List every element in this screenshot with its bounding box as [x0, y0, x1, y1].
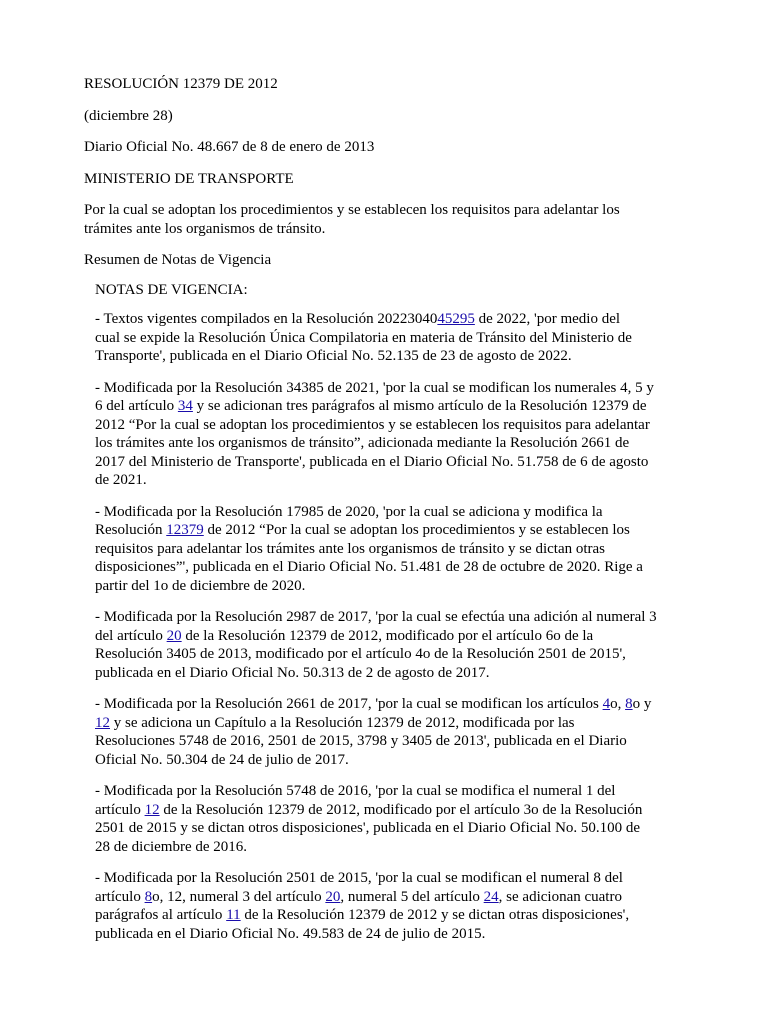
note-item: - Modificada por la Resolución 2987 de 2017, 'por la cual se efectúa una adición al numeral 3 del artículo 20 de la Resolución 12379 de 2012, modificado por el artículo 6o de la Resolución 3405 de 2013, modificado por el artículo 4o de la Resolución 2501 de 2015', publicada en el Diario Oficial No. 50.313 de 2 de agosto de 2017. — [95, 609, 657, 681]
article-link-24[interactable]: 24 — [483, 888, 499, 905]
note-item: - Modificada por la Resolución 2661 de 2017, 'por la cual se modifican los artículos 4o, 8o y 12 y se adiciona un Capítulo a la Resolución 12379 de 2012, modificada por las Resoluciones 5748 de 2016, 2501 de 2015, 3798 y 3405 de 2013', publicada en el Diario Oficial No. 50.304 de 24 de julio de 2017. — [95, 696, 652, 768]
article-link-8[interactable]: 8 — [625, 696, 633, 712]
article-link-20[interactable]: 20 — [166, 627, 182, 644]
resolution-link-45295[interactable]: 45295 — [437, 311, 475, 327]
note-item: - Modificada por la Resolución 17985 de 2020, 'por la cual se adiciona y modifica la Resolución 12379 de 2012 “Por la cual se adoptan los procedimientos y se establecen los requisitos para adelantar los trámites ante los organismos de tránsito y se dictan otras disposiciones”', publicada en el Diario Oficial No. 51.481 de 28 de octubre de 2020. Rige a partir del 1o de diciembre de 2020. — [95, 503, 643, 594]
article-link-12[interactable]: 12 — [144, 801, 160, 818]
article-link-11[interactable]: 11 — [226, 907, 241, 923]
note-item: - Modificada por la Resolución 34385 de 2021, 'por la cual se modifican los numerales 4, 5 y 6 del artículo 34 y se adicionan tres parágrafos al mismo artículo de la Resolución 12379 de 2012 “Por la cual se adoptan los procedimientos y se establecen los requisitos para adelantar los trámites ante los organismos de tránsito”, adicionada mediante la Resolución 2661 de 2017 del Ministerio de Transporte', publicada en el Diario Oficial No. 51.758 de 6 de agosto de 2021. — [95, 379, 654, 488]
article-link-8[interactable]: 8 — [144, 888, 153, 905]
article-link-4[interactable]: 4 — [602, 696, 611, 712]
ministry-name: MINISTERIO DE TRANSPORTE — [84, 170, 294, 187]
article-link-34[interactable]: 34 — [177, 398, 193, 414]
notes-heading: NOTAS DE VIGENCIA: — [95, 281, 248, 298]
vigencia-notes — [84, 270, 678, 944]
resolution-date: (diciembre 28) — [84, 107, 173, 124]
document-body — [84, 75, 678, 943]
resolution-link-12379[interactable]: 12379 — [166, 522, 204, 538]
subject-line: trámites ante los organismos de tránsito. — [84, 220, 326, 237]
note-item: - Modificada por la Resolución 2501 de 2015, 'por la cual se modifican el numeral 8 del artículo 8o, 12, numeral 3 del artículo 20, numeral 5 del artículo 24, se adicionan cuatro parágrafos al artículo 11 de la Resolución 12379 de 2012 y se dictan otras disposiciones', publicada en el Diario Oficial No. 49.583 de 24 de julio de 2015. — [95, 870, 630, 942]
note-item: - Textos vigentes compilados en la Resolución 2022304045295 de 2022, 'por medio del cual se expide la Resolución Única Compilatoria en materia de Tránsito del Ministerio de Transporte', publicada en el Diario Oficial No. 52.135 de 23 de agosto de 2022. — [95, 311, 632, 364]
note-item: - Modificada por la Resolución 5748 de 2016, 'por la cual se modifica el numeral 1 del artículo 12 de la Resolución 12379 de 2012, modificado por el artículo 3o de la Resolución 2501 de 2015 y se dictan otros disposiciones', publicada en el Diario Oficial No. 50.100 de 28 de diciembre de 2016. — [95, 783, 643, 855]
resolution-subject — [84, 201, 678, 238]
gazette-reference: Diario Oficial No. 48.667 de 8 de enero de 2013 — [84, 139, 375, 155]
resolution-title: RESOLUCIÓN 12379 DE 2012 — [84, 76, 278, 92]
subject-line: Por la cual se adoptan los procedimientos y se establecen los requisitos para adelantar los — [84, 202, 620, 218]
article-link-20[interactable]: 20 — [325, 888, 341, 905]
article-link-12[interactable]: 12 — [95, 714, 110, 731]
summary-heading: Resumen de Notas de Vigencia — [84, 252, 272, 268]
